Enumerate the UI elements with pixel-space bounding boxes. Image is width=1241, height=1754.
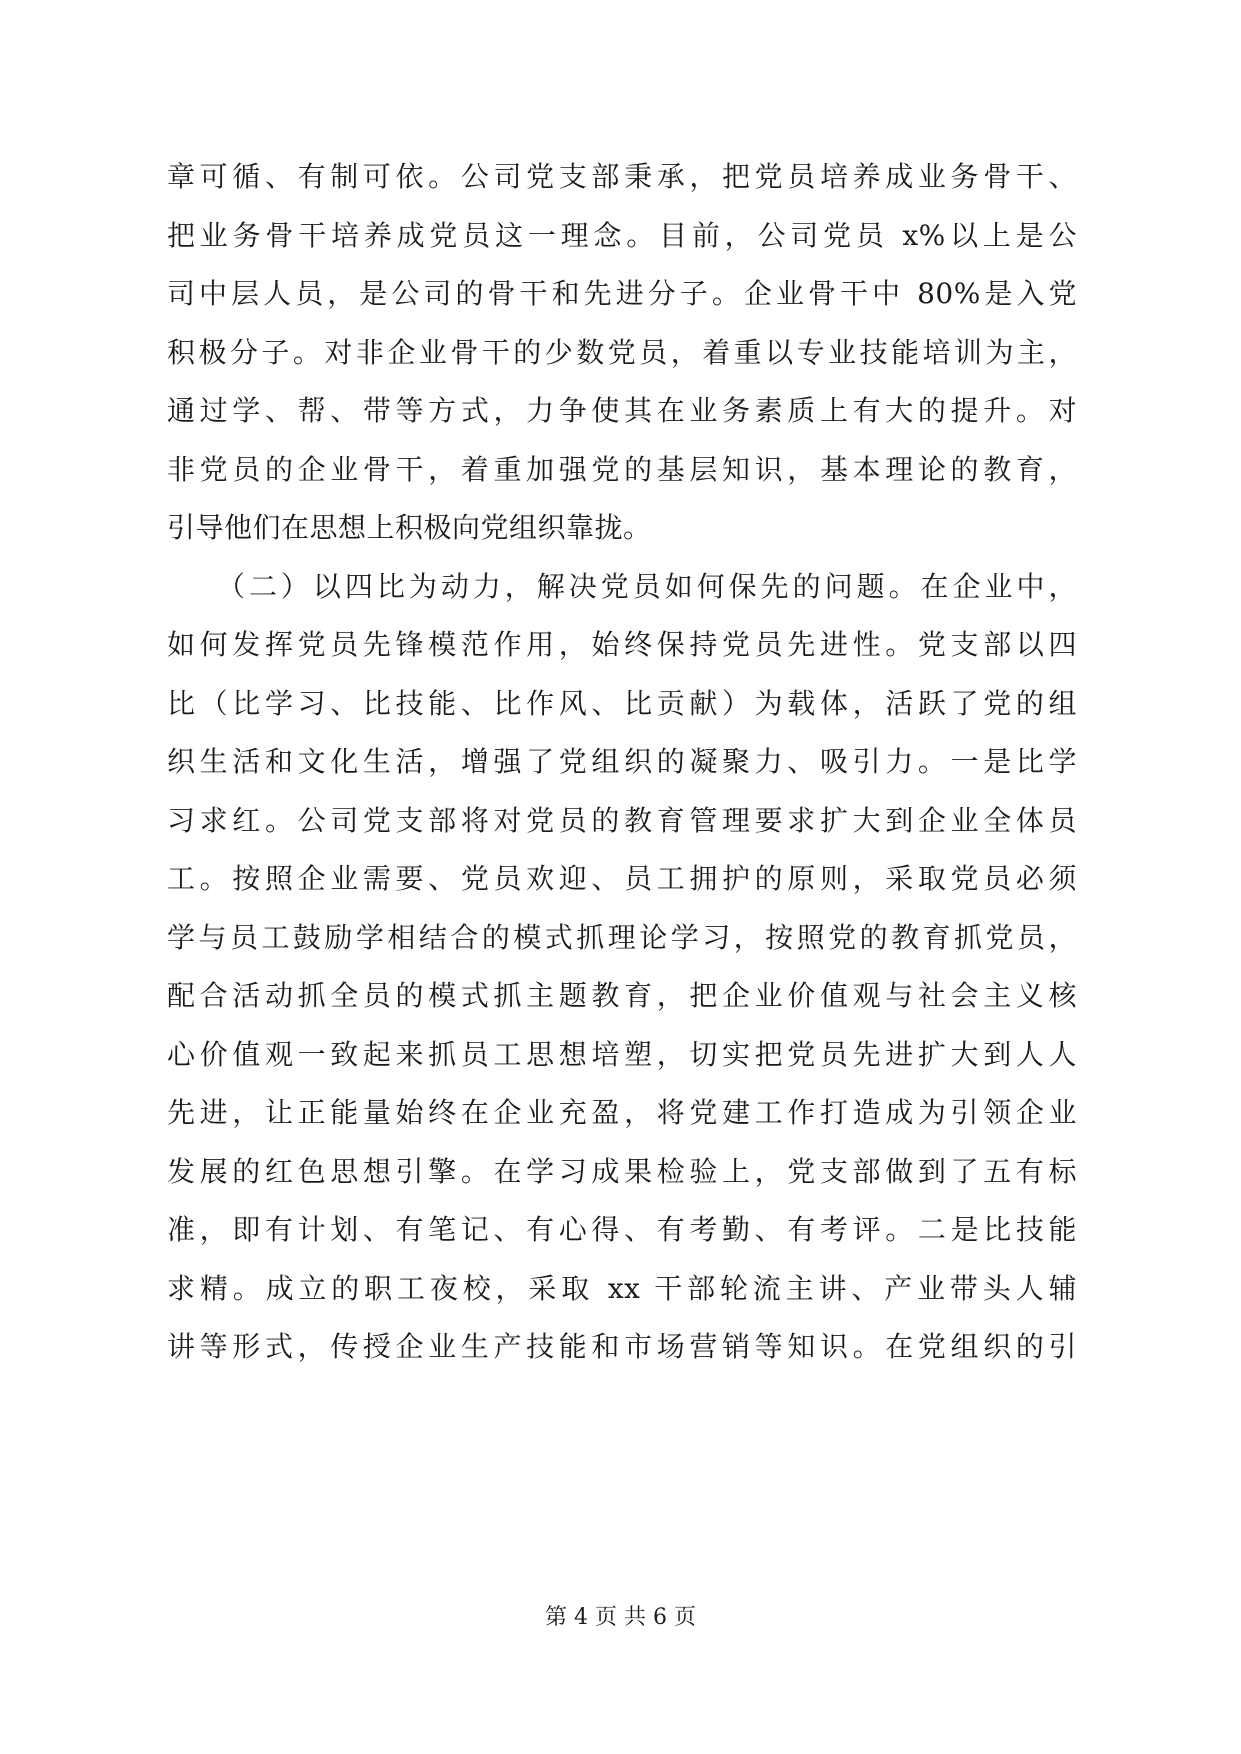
text-line: 准，即有计划、有笔记、有心得、有考勤、有考评。二是比技能 (167, 1213, 1077, 1246)
body-text (167, 148, 1077, 1377)
text-line: 通过学、帮、带等方式，力争使其在业务素质上有大的提升。对 (167, 394, 1077, 427)
text-line: 引导他们在思想上积极向党组织靠拢。 (167, 511, 652, 544)
text-line: 织生活和文化生活，增强了党组织的凝聚力、吸引力。一是比学 (167, 745, 1077, 778)
page-number-footer: 第 4 页 共 6 页 (545, 1605, 696, 1630)
text-line: 求精。成立的职工夜校，采取 xx 干部轮流主讲、产业带头人辅 (167, 1271, 1077, 1305)
text-line: 比（比学习、比技能、比作风、比贡献）为载体，活跃了党的组 (167, 686, 1077, 720)
text-line: 发展的红色思想引擎。在学习成果检验上，党支部做到了五有标 (167, 1154, 1077, 1188)
paragraph (167, 148, 1077, 558)
text-line: 积极分子。对非企业骨干的少数党员，着重以专业技能培训为主， (167, 335, 1077, 369)
text-line: 非党员的企业骨干，着重加强党的基层知识，基本理论的教育， (167, 452, 1077, 486)
text-line: 配合活动抓全员的模式抓主题教育，把企业价值观与社会主义核 (167, 979, 1077, 1012)
text-line: 讲等形式，传授企业生产技能和市场营销等知识。在党组织的引 (167, 1330, 1077, 1363)
text-line: （二）以四比为动力，解决党员如何保先的问题。在企业中， (167, 569, 1077, 603)
text-line: 把业务骨干培养成党员这一理念。目前，公司党员 x%以上是公 (167, 218, 1077, 252)
text-line: 司中层人员，是公司的骨干和先进分子。企业骨干中 80%是入党 (167, 277, 1077, 310)
text-line: 如何发挥党员先锋模范作用，始终保持党员先进性。党支部以四 (167, 628, 1077, 661)
text-line: 章可循、有制可依。公司党支部秉承，把党员培养成业务骨干、 (167, 160, 1077, 193)
paragraph (167, 558, 1077, 1377)
text-line: 心价值观一致起来抓员工思想培塑，切实把党员先进扩大到人人 (167, 1037, 1077, 1071)
text-line: 习求红。公司党支部将对党员的教育管理要求扩大到企业全体员 (167, 803, 1077, 837)
text-line: 工。按照企业需要、党员欢迎、员工拥护的原则，采取党员必须 (167, 862, 1077, 895)
text-line: 学与员工鼓励学相结合的模式抓理论学习，按照党的教育抓党员， (167, 920, 1077, 954)
text-line: 先进，让正能量始终在企业充盈，将党建工作打造成为引领企业 (167, 1096, 1077, 1129)
